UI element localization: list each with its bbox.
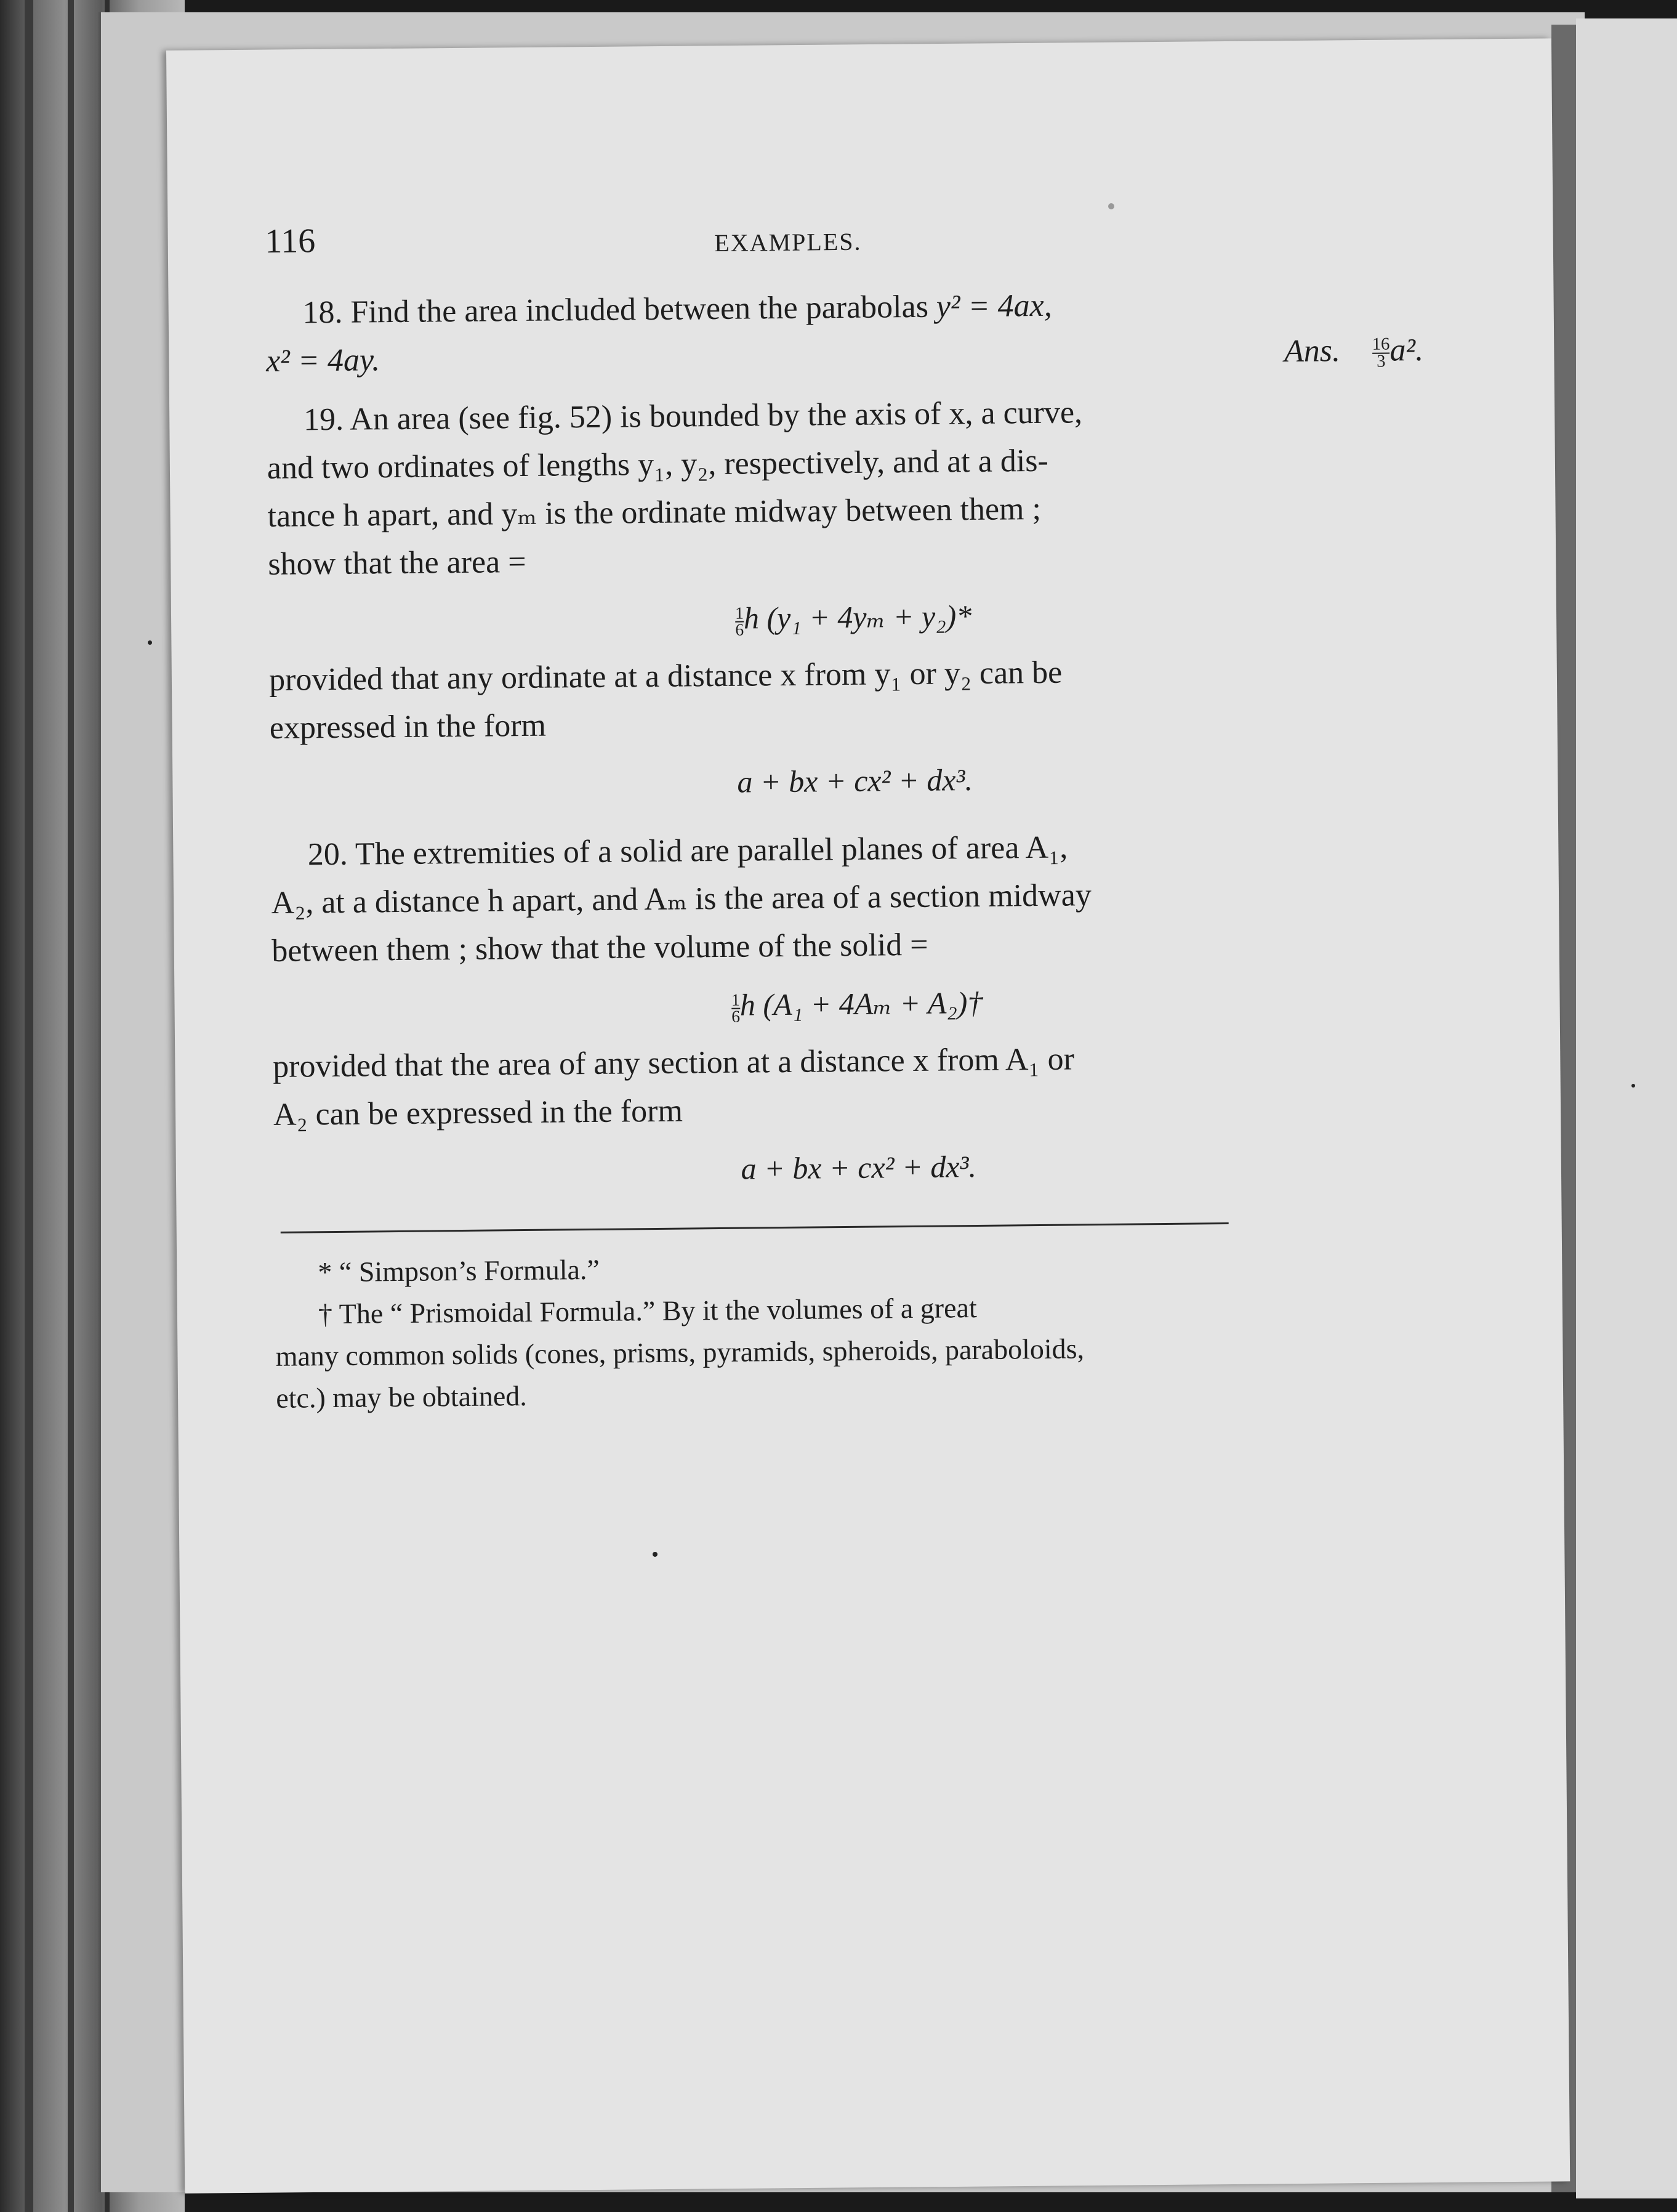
spine-stripe [25, 0, 33, 2212]
numerator: 1 [734, 603, 744, 623]
fraction-16-3 [1372, 334, 1390, 371]
problem-19-line-4: show that the area = [268, 544, 526, 582]
formula-simpson [268, 578, 1439, 656]
numerator: 16 [1372, 334, 1390, 355]
problem-number: 20. [307, 836, 348, 873]
spine-stripe [68, 0, 74, 2212]
footnote-star: * “ Simpson’s Formula.” [318, 1253, 600, 1288]
problem-20-line-2: A₂, at a distance h apart, and Aₘ is the area of a section midway [271, 878, 1092, 921]
formula-body: h (A₁ + 4Aₘ + A₂)† [739, 985, 983, 1022]
problem-19-line-3: tance h apart, and yₘ is the ordinate midway between them ; [267, 491, 1042, 534]
problem-20-line-4: provided that the area of any section at a distance x from A₁ or [272, 1041, 1075, 1084]
problem-20-line-5: A₂ can be expressed in the form [273, 1093, 683, 1132]
answer-value: a². [1389, 332, 1424, 368]
dust-speck [1631, 1084, 1635, 1088]
answer [1284, 326, 1436, 376]
footnote-rule [281, 1222, 1229, 1233]
form-polynomial: a + bx + cx² + dx³. [737, 762, 973, 799]
fraction-1-6 [735, 605, 744, 637]
formula-body: h (y₁ + 4yₘ + y₂)* [743, 599, 972, 636]
problem-number: 19. [303, 402, 344, 438]
footnote-dagger-line-1: † The “ Prismoidal Formula.” By it the volumes of a great [318, 1291, 977, 1330]
problem-text: The extremities of a solid are parallel planes of area A₁, [355, 830, 1068, 872]
page-number: 116 [265, 222, 316, 260]
problem-20-line-3: between them ; show that the volume of the solid = [271, 927, 928, 969]
problem-19-line-6: expressed in the form [269, 708, 547, 746]
problem-text: An area (see fig. 52) is bounded by the axis of x, a curve, [349, 395, 1083, 437]
problem-19-line-5: provided that any ordinate at a distance x from y₁ or y₂ can be [268, 655, 1063, 698]
denominator: 6 [731, 1006, 741, 1026]
footnote-dagger-line-2: many common solids (cones, prisms, pyramids, spheroids, paraboloids, [275, 1333, 1085, 1372]
facing-page [1576, 18, 1677, 2198]
page-text [265, 211, 1446, 1419]
problem-19-line-2: and two ordinates of lengths y₁, y₂, respectively, and at a dis- [267, 443, 1049, 486]
denominator: 6 [735, 620, 744, 639]
page-header [265, 211, 1435, 289]
problem-text: Find the area included between the parabolas [350, 289, 929, 330]
footnote-dagger-line-3: etc.) may be obtained. [276, 1380, 528, 1414]
fraction-1-6 [731, 992, 740, 1024]
equation: y² = 4ax, [936, 288, 1052, 325]
problem-number: 18. [302, 294, 343, 331]
equation: x² = 4ay. [265, 342, 380, 379]
dust-speck [1108, 203, 1114, 209]
denominator: 3 [1377, 352, 1386, 371]
form-polynomial: a + bx + cx² + dx³. [741, 1148, 977, 1186]
dust-speck [653, 1552, 658, 1557]
numerator: 1 [731, 990, 740, 1009]
running-head: EXAMPLES. [714, 227, 862, 257]
answer-label: Ans. [1284, 333, 1341, 369]
formula-prismoidal [272, 964, 1442, 1043]
dust-speck [148, 640, 152, 645]
